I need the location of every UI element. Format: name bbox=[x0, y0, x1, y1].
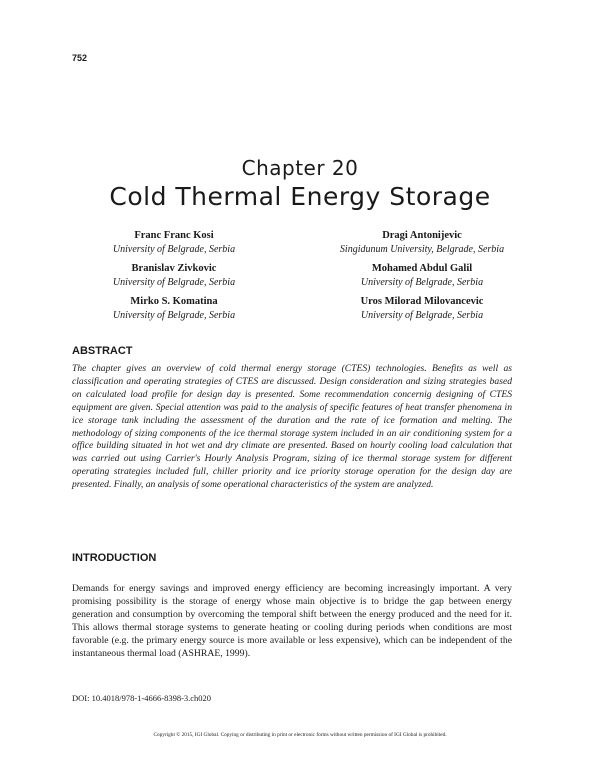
chapter-label: Chapter 20 bbox=[241, 156, 359, 180]
author-affiliation: University of Belgrade, Serbia bbox=[360, 310, 484, 321]
author-name: Dragi Antonijevic bbox=[382, 230, 462, 241]
author-name: Branislav Zivkovic bbox=[131, 263, 217, 274]
abstract-heading: ABSTRACT bbox=[72, 345, 133, 357]
author-block bbox=[297, 295, 547, 322]
author-name: Mohamed Abdul Galil bbox=[371, 263, 473, 274]
author-affiliation: University of Belgrade, Serbia bbox=[112, 277, 236, 288]
abstract-text: The chapter gives an overview of cold thermal energy storage (CTES) technologies. Benefits as well as classification and operating strategies of CTES are discussed. Design consideration and sizing strategies based on calculated load profile for design day is presented. Some recommendation concernig designing of CTES equipment are given. Special attention was paid to the analysis of specific features of heat transfer phenomena in ice storage tank including the assessment of the duration and the rate of ice formation and melting. The methodology of sizing components of the ice thermal storage system included in an air conditioning system for a office building situated in hot wet and dry climate are presented. Based on hourly cooling load calculation that was carried out using Carrier's Hourly Analysis Program, sizing of ice thermal storage system for different operating strategies included full, chiller priority and ice priority storage operation for the design day are presented. Finally, an analysis of some operational characteristics of the system are analyzed. bbox=[72, 363, 512, 491]
author-name: Mirko S. Komatina bbox=[130, 296, 218, 307]
chapter-title: Cold Thermal Energy Storage bbox=[109, 182, 491, 211]
author-affiliation: Singidunum University, Belgrade, Serbia bbox=[339, 244, 505, 255]
author-block bbox=[49, 229, 299, 256]
introduction-heading: INTRODUCTION bbox=[72, 552, 157, 564]
author-affiliation: University of Belgrade, Serbia bbox=[112, 244, 236, 255]
doi: DOI: 10.4018/978-1-4666-8398-3.ch020 bbox=[72, 693, 212, 703]
author-name: Franc Franc Kosi bbox=[134, 230, 214, 241]
author-block bbox=[297, 262, 547, 289]
page-number: 752 bbox=[72, 53, 88, 63]
author-affiliation: University of Belgrade, Serbia bbox=[112, 310, 236, 321]
author-name: Uros Milorad Milovancevic bbox=[360, 296, 484, 307]
author-block bbox=[297, 229, 547, 256]
introduction-text: Demands for energy savings and improved energy efficiency are becoming increasingly important. A very promising possibility is the storage of energy whose main objective is to bridge the gap between energy generation and consumption by overcoming the temporal shift between the energy produced and the need for it. This allows thermal storage systems to generate heating or cooling during periods when conditions are most favorable (e.g. the primary energy source is more available or less expensive), which can be independent of the instantaneous thermal load (ASHRAE, 1999). bbox=[72, 583, 512, 659]
author-block bbox=[49, 295, 299, 322]
author-affiliation: University of Belgrade, Serbia bbox=[360, 277, 484, 288]
copyright-notice: Copyright © 2015, IGI Global. Copying or distributing in print or electronic forms without written permission of IGI Global is prohibited. bbox=[153, 732, 447, 738]
author-block bbox=[49, 262, 299, 289]
